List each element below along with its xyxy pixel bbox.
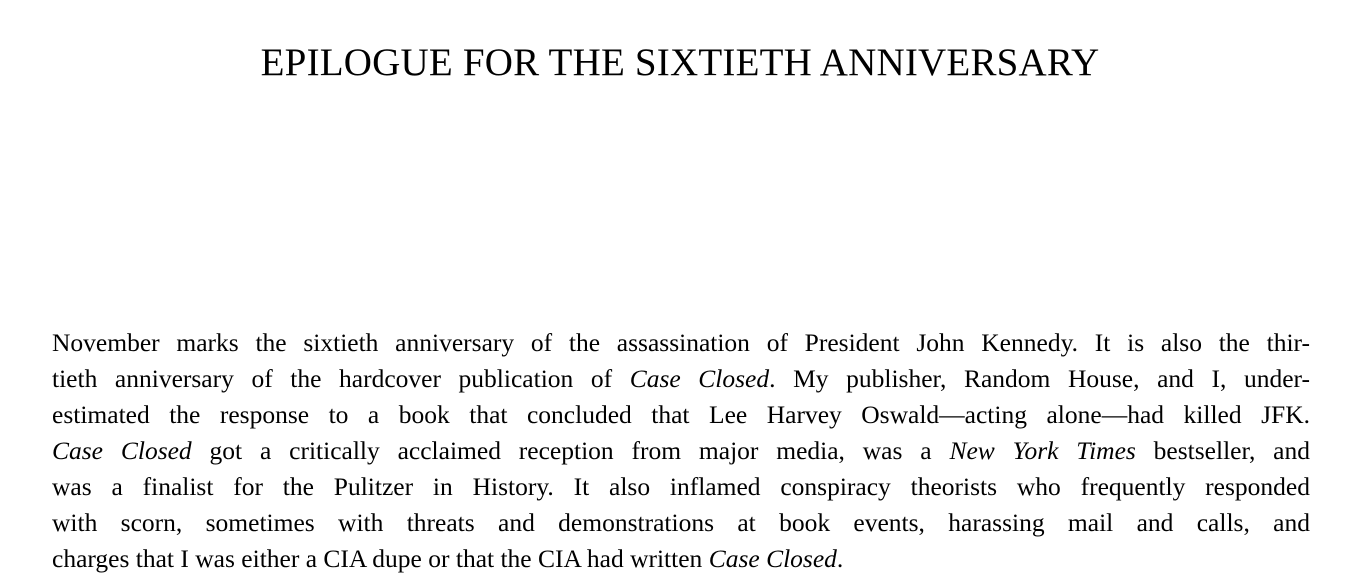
- newspaper-title-italic: New York Times: [949, 436, 1136, 465]
- paragraph-line: [52, 469, 1310, 505]
- text-run: tieth anniversary of the hardcover publication of: [52, 364, 630, 393]
- text-run: estimated the response to a book that concluded that Lee Harvey Oswald—acting alone—had killed JFK.: [52, 400, 1310, 429]
- paragraph-line: [52, 505, 1310, 541]
- text-run: with scorn, sometimes with threats and demonstrations at book events, harassing mail and calls, and: [52, 508, 1310, 537]
- paragraph-line: [52, 397, 1310, 433]
- text-run: was a finalist for the Pulitzer in History. It also inflamed conspiracy theorists who frequently responded: [52, 472, 1310, 501]
- paragraph-line: [52, 433, 1310, 469]
- book-title-italic: Case Closed: [629, 364, 770, 393]
- paragraph-line: [52, 325, 1310, 361]
- text-run: November marks the sixtieth anniversary of the assassination of President John Kennedy. It is also the thir-: [52, 328, 1310, 357]
- body-paragraph: [52, 325, 1310, 577]
- paragraph-line: [52, 361, 1310, 397]
- text-run: got a critically acclaimed reception from major media, was a: [191, 436, 950, 465]
- text-run: charges that I was either a CIA dupe or that the CIA had written: [52, 544, 709, 573]
- paragraph-line: [52, 541, 1310, 577]
- page-title: EPILOGUE FOR THE SIXTIETH ANNIVERSARY: [260, 41, 1100, 84]
- text-run: bestseller, and: [1135, 436, 1310, 465]
- book-title-italic: Case Closed: [52, 436, 192, 465]
- book-title-italic: Case Closed: [708, 544, 837, 573]
- text-run: . My publisher, Random House, and I, under-: [769, 364, 1310, 393]
- text-run: .: [836, 544, 844, 573]
